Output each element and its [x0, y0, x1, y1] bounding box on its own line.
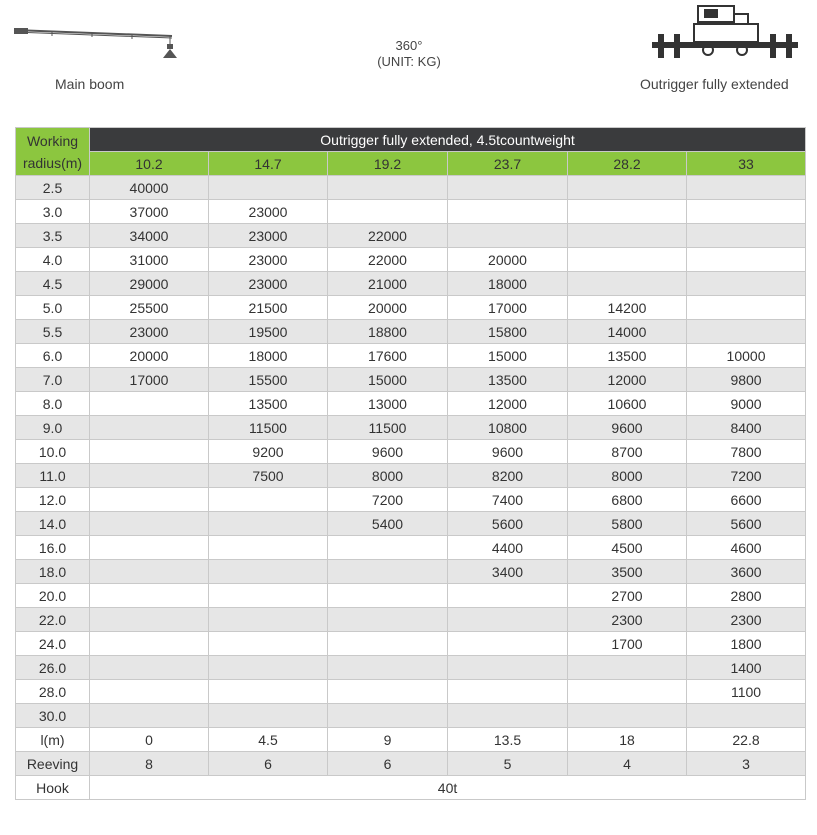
load-cell: [448, 632, 568, 656]
unit-label: (UNIT: KG): [377, 54, 441, 69]
load-cell: 4500: [568, 536, 687, 560]
load-cell: 8: [90, 752, 209, 776]
load-cell: 2300: [687, 608, 806, 632]
load-cell: [448, 224, 568, 248]
load-cell: 11500: [328, 416, 448, 440]
load-cell: 7800: [687, 440, 806, 464]
load-cell: [90, 608, 209, 632]
row-radius: Reeving: [16, 752, 90, 776]
load-cell: 18000: [448, 272, 568, 296]
load-cell: 8000: [568, 464, 687, 488]
load-cell: [90, 560, 209, 584]
load-cell: 6: [209, 752, 328, 776]
load-cell: [209, 608, 328, 632]
load-cell: 4: [568, 752, 687, 776]
load-cell: [568, 248, 687, 272]
load-cell: 1800: [687, 632, 806, 656]
boom-length-header: 28.2: [568, 152, 687, 176]
table-row: [16, 200, 806, 224]
row-radius: 28.0: [16, 680, 90, 704]
load-cell: 5: [448, 752, 568, 776]
load-cell: 22000: [328, 224, 448, 248]
table-row: [16, 608, 806, 632]
load-cell: [448, 200, 568, 224]
load-cell: [687, 704, 806, 728]
load-cell: 8700: [568, 440, 687, 464]
row-radius: 26.0: [16, 656, 90, 680]
boom-length-header: 19.2: [328, 152, 448, 176]
load-cell: [209, 488, 328, 512]
load-cell: [568, 272, 687, 296]
load-cell: [448, 704, 568, 728]
load-cell: 10000: [687, 344, 806, 368]
table-row: [16, 680, 806, 704]
row-radius: 4.0: [16, 248, 90, 272]
load-cell: 13.5: [448, 728, 568, 752]
load-cell: 5400: [328, 512, 448, 536]
load-cell: [328, 200, 448, 224]
row-radius: 7.0: [16, 368, 90, 392]
row-radius: 20.0: [16, 584, 90, 608]
main-boom-label: Main boom: [55, 76, 125, 92]
load-cell: [209, 656, 328, 680]
table-row: [16, 440, 806, 464]
load-cell: 37000: [90, 200, 209, 224]
load-cell: [328, 584, 448, 608]
row-radius: 6.0: [16, 344, 90, 368]
load-cell: 9000: [687, 392, 806, 416]
load-chart-table: [15, 127, 806, 800]
load-cell: [448, 680, 568, 704]
load-cell: 9600: [448, 440, 568, 464]
load-cell: [209, 176, 328, 200]
main-boom-diagram: [12, 16, 192, 60]
header-area: [0, 0, 817, 125]
load-cell: 2300: [568, 608, 687, 632]
load-cell: 40000: [90, 176, 209, 200]
load-cell: [90, 656, 209, 680]
load-cell: 9200: [209, 440, 328, 464]
load-cell: 23000: [209, 200, 328, 224]
working-radius-header: Working radius(m): [16, 128, 90, 176]
load-cell: 13500: [448, 368, 568, 392]
load-cell: [90, 392, 209, 416]
load-cell: 13500: [568, 344, 687, 368]
load-cell: 21500: [209, 296, 328, 320]
load-cell: 18: [568, 728, 687, 752]
load-cell: 6800: [568, 488, 687, 512]
table-row: [16, 248, 806, 272]
row-radius: l(m): [16, 728, 90, 752]
load-cell: [687, 176, 806, 200]
outrigger-label: Outrigger fully extended: [640, 76, 789, 92]
load-cell: [90, 584, 209, 608]
load-cell: 14000: [568, 320, 687, 344]
load-cell: 13500: [209, 392, 328, 416]
load-cell: [568, 224, 687, 248]
hook-label: Hook: [16, 776, 90, 800]
load-cell: 8000: [328, 464, 448, 488]
load-cell: 34000: [90, 224, 209, 248]
load-cell: 7200: [687, 464, 806, 488]
load-cell: 15000: [448, 344, 568, 368]
load-cell: [687, 200, 806, 224]
table-row: [16, 632, 806, 656]
row-radius: 11.0: [16, 464, 90, 488]
load-cell: 15500: [209, 368, 328, 392]
load-cell: [209, 512, 328, 536]
row-radius: 12.0: [16, 488, 90, 512]
load-cell: 8400: [687, 416, 806, 440]
load-cell: 14200: [568, 296, 687, 320]
load-cell: 17600: [328, 344, 448, 368]
load-cell: 10800: [448, 416, 568, 440]
table-row: [16, 368, 806, 392]
load-cell: 20000: [90, 344, 209, 368]
load-cell: [209, 680, 328, 704]
load-cell: 7500: [209, 464, 328, 488]
load-cell: 20000: [448, 248, 568, 272]
load-cell: [90, 440, 209, 464]
table-row: [16, 416, 806, 440]
load-cell: 20000: [328, 296, 448, 320]
load-cell: 1100: [687, 680, 806, 704]
load-cell: [90, 632, 209, 656]
row-radius: 16.0: [16, 536, 90, 560]
load-cell: 12000: [448, 392, 568, 416]
load-cell: 11500: [209, 416, 328, 440]
load-cell: [687, 272, 806, 296]
table-row: [16, 488, 806, 512]
load-cell: [90, 512, 209, 536]
load-cell: [328, 560, 448, 584]
row-radius: 4.5: [16, 272, 90, 296]
load-cell: [448, 656, 568, 680]
load-cell: 29000: [90, 272, 209, 296]
load-cell: 2700: [568, 584, 687, 608]
load-cell: 23000: [209, 248, 328, 272]
load-cell: 7200: [328, 488, 448, 512]
table-row: [16, 536, 806, 560]
load-cell: 3500: [568, 560, 687, 584]
row-radius: 22.0: [16, 608, 90, 632]
load-cell: 21000: [328, 272, 448, 296]
load-cell: [448, 608, 568, 632]
row-radius: 10.0: [16, 440, 90, 464]
row-radius: 2.5: [16, 176, 90, 200]
load-cell: 17000: [448, 296, 568, 320]
load-cell: 8200: [448, 464, 568, 488]
outrigger-diagram: [650, 2, 800, 64]
load-cell: [209, 536, 328, 560]
row-radius: 5.0: [16, 296, 90, 320]
load-cell: [687, 320, 806, 344]
load-cell: 1700: [568, 632, 687, 656]
load-cell: 15000: [328, 368, 448, 392]
table-row: [16, 728, 806, 752]
load-cell: 18000: [209, 344, 328, 368]
table-row: [16, 464, 806, 488]
load-cell: [448, 584, 568, 608]
load-cell: [568, 656, 687, 680]
load-cell: 23000: [209, 272, 328, 296]
row-radius: 18.0: [16, 560, 90, 584]
load-cell: 4.5: [209, 728, 328, 752]
load-cell: 4400: [448, 536, 568, 560]
table-row: [16, 512, 806, 536]
load-cell: 6: [328, 752, 448, 776]
load-cell: 2800: [687, 584, 806, 608]
load-cell: [687, 248, 806, 272]
table-row: [16, 584, 806, 608]
table-row: [16, 224, 806, 248]
row-radius: 8.0: [16, 392, 90, 416]
table-row: [16, 656, 806, 680]
hook-row: [16, 776, 806, 800]
load-cell: [328, 656, 448, 680]
table-row: [16, 320, 806, 344]
table-row: [16, 704, 806, 728]
boom-length-header: 23.7: [448, 152, 568, 176]
load-cell: 17000: [90, 368, 209, 392]
load-cell: [328, 176, 448, 200]
load-cell: [328, 536, 448, 560]
load-cell: 5800: [568, 512, 687, 536]
load-cell: [90, 464, 209, 488]
row-radius: 9.0: [16, 416, 90, 440]
load-cell: [328, 680, 448, 704]
rotation-unit-text: [330, 38, 488, 70]
load-cell: [448, 176, 568, 200]
load-cell: [90, 680, 209, 704]
load-cell: [90, 488, 209, 512]
row-radius: 3.5: [16, 224, 90, 248]
load-cell: [568, 680, 687, 704]
load-cell: 15800: [448, 320, 568, 344]
load-cell: 31000: [90, 248, 209, 272]
load-cell: [687, 296, 806, 320]
load-cell: 5600: [687, 512, 806, 536]
table-row: [16, 392, 806, 416]
load-cell: [90, 704, 209, 728]
rotation-label: 360°: [395, 38, 423, 53]
table-row: [16, 296, 806, 320]
load-cell: [568, 704, 687, 728]
load-cell: 23000: [90, 320, 209, 344]
load-cell: [209, 632, 328, 656]
load-cell: 9600: [568, 416, 687, 440]
load-cell: [209, 560, 328, 584]
row-radius: 24.0: [16, 632, 90, 656]
load-cell: [209, 704, 328, 728]
load-cell: [90, 536, 209, 560]
load-cell: [328, 608, 448, 632]
table-row: [16, 272, 806, 296]
load-cell: 4600: [687, 536, 806, 560]
load-cell: 10600: [568, 392, 687, 416]
load-cell: 7400: [448, 488, 568, 512]
load-cell: [209, 584, 328, 608]
table-title: Outrigger fully extended, 4.5tcountweight: [90, 128, 806, 152]
boom-length-header: 10.2: [90, 152, 209, 176]
load-cell: 3400: [448, 560, 568, 584]
table-row: [16, 752, 806, 776]
load-cell: 18800: [328, 320, 448, 344]
load-cell: [568, 200, 687, 224]
load-cell: [328, 704, 448, 728]
load-cell: [90, 416, 209, 440]
load-cell: 5600: [448, 512, 568, 536]
load-cell: [568, 176, 687, 200]
row-radius: 30.0: [16, 704, 90, 728]
row-radius: 3.0: [16, 200, 90, 224]
load-cell: 19500: [209, 320, 328, 344]
boom-length-header: 33: [687, 152, 806, 176]
load-cell: 22000: [328, 248, 448, 272]
load-cell: 22.8: [687, 728, 806, 752]
table-row: [16, 176, 806, 200]
load-cell: 9: [328, 728, 448, 752]
hook-value: 40t: [90, 776, 806, 800]
load-cell: 12000: [568, 368, 687, 392]
load-cell: 6600: [687, 488, 806, 512]
load-cell: 25500: [90, 296, 209, 320]
table-row: [16, 344, 806, 368]
row-radius: 14.0: [16, 512, 90, 536]
load-cell: 23000: [209, 224, 328, 248]
load-cell: 1400: [687, 656, 806, 680]
load-cell: 0: [90, 728, 209, 752]
load-cell: 13000: [328, 392, 448, 416]
boom-length-header: 14.7: [209, 152, 328, 176]
load-cell: [328, 632, 448, 656]
row-radius: 5.5: [16, 320, 90, 344]
table-row: [16, 560, 806, 584]
load-cell: 9800: [687, 368, 806, 392]
load-cell: 9600: [328, 440, 448, 464]
load-cell: [687, 224, 806, 248]
load-cell: 3600: [687, 560, 806, 584]
load-cell: 3: [687, 752, 806, 776]
